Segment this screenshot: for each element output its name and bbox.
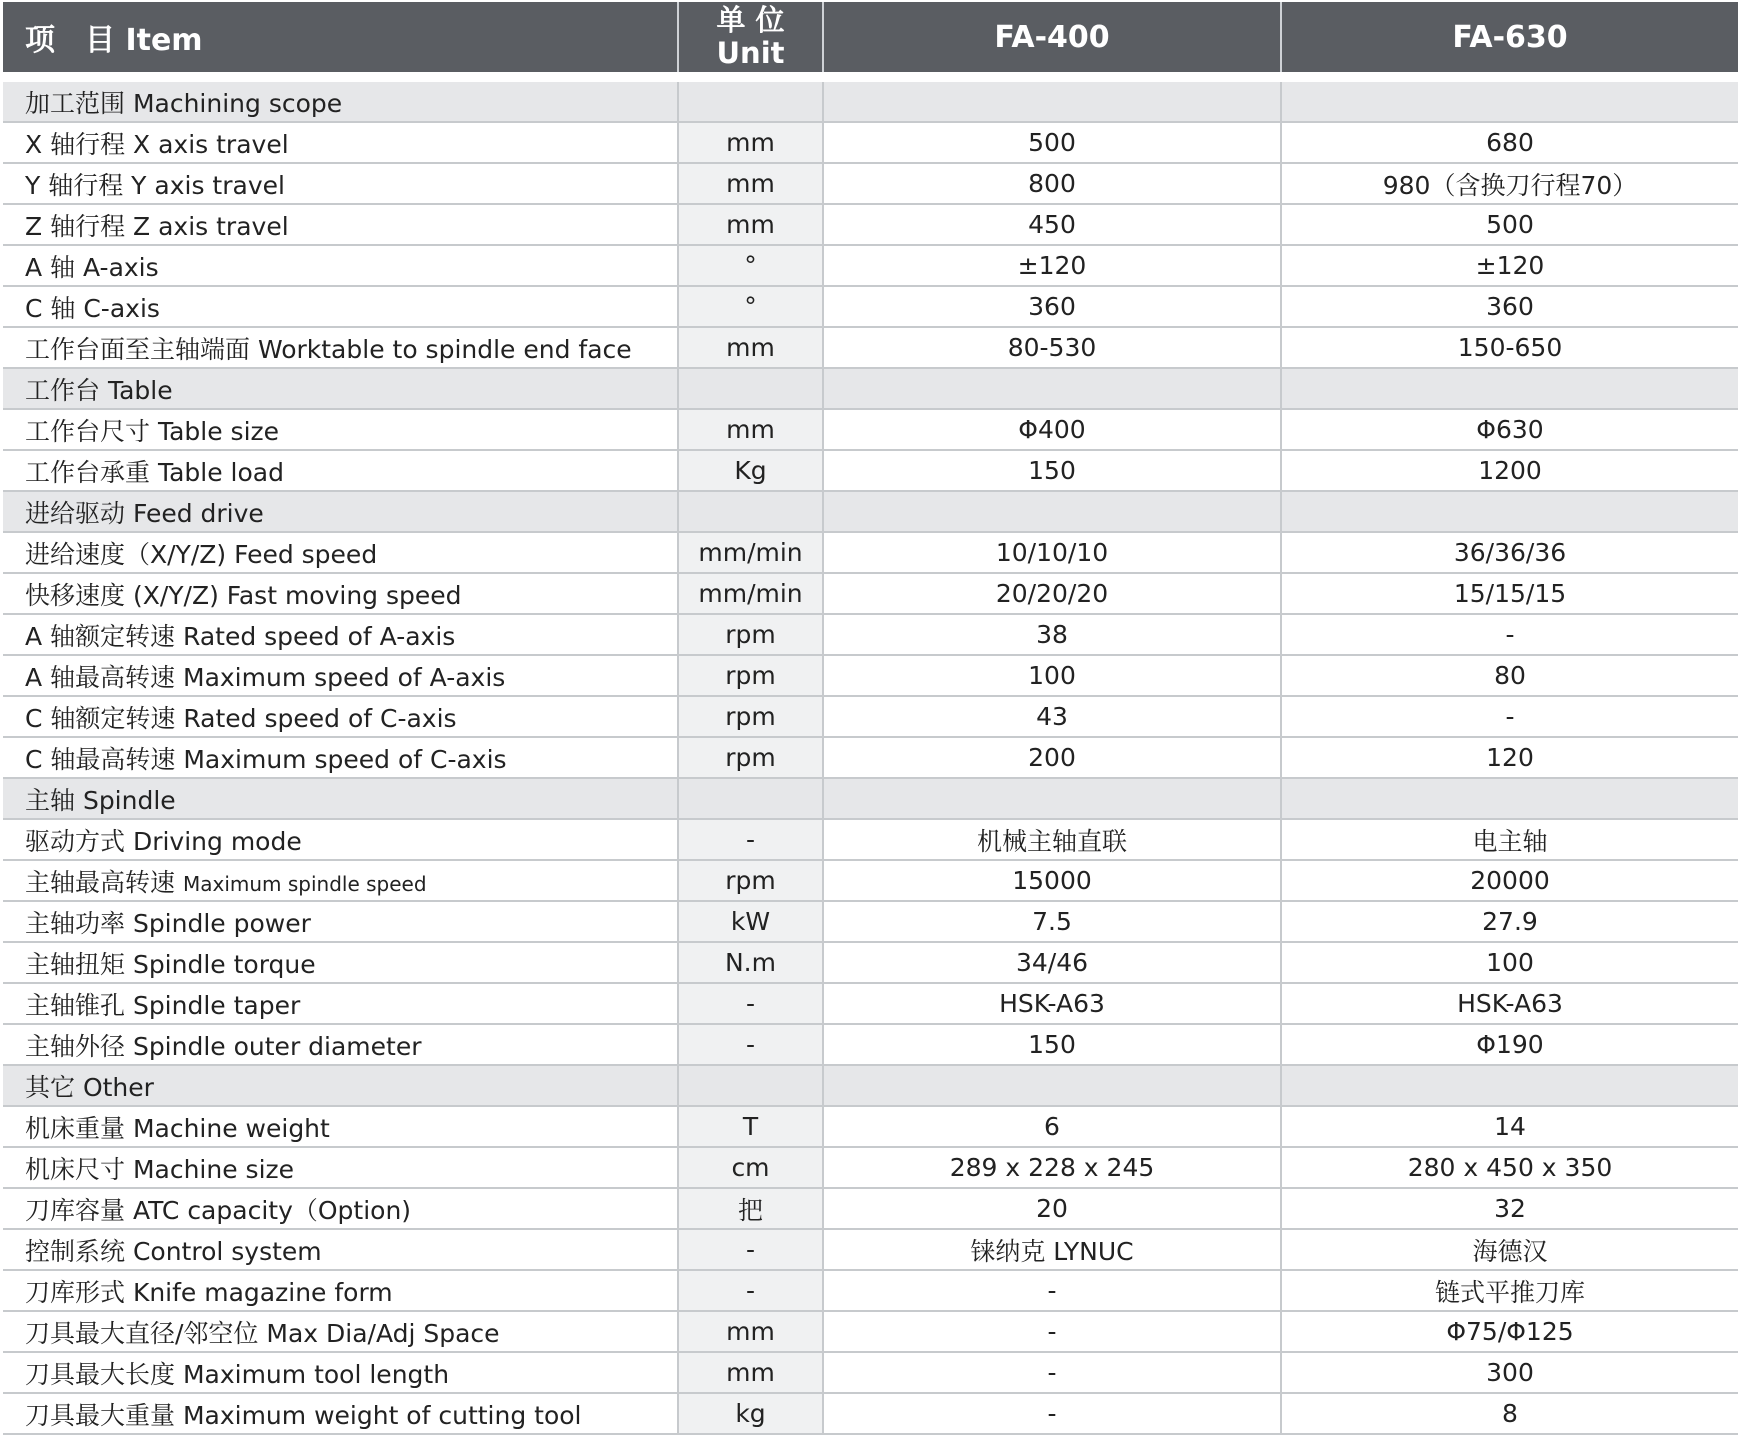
- fa630-value-cell: 120: [1281, 737, 1738, 778]
- table-row: [3, 409, 1738, 450]
- fa630-value-cell: 980（含换刀行程70）: [1281, 163, 1738, 204]
- item-cell: 刀库形式 Knife magazine form: [3, 1270, 678, 1311]
- unit-cell: -: [678, 1270, 823, 1311]
- fa400-value-cell: 100: [823, 655, 1281, 696]
- fa630-value-cell: 15/15/15: [1281, 573, 1738, 614]
- section-fa400-cell: [823, 1065, 1281, 1106]
- section-unit-cell: [678, 778, 823, 819]
- unit-cell: mm: [678, 122, 823, 163]
- item-cell: A 轴最高转速 Maximum speed of A-axis: [3, 655, 678, 696]
- unit-cell: rpm: [678, 737, 823, 778]
- fa400-value-cell: 150: [823, 450, 1281, 491]
- unit-cell: °: [678, 286, 823, 327]
- section-row: [3, 77, 1738, 122]
- unit-header-cn: 单 位: [716, 3, 785, 37]
- table-row: [3, 122, 1738, 163]
- table-row: [3, 327, 1738, 368]
- table-row: [3, 1147, 1738, 1188]
- unit-cell: kg: [678, 1393, 823, 1434]
- fa400-value-cell: -: [823, 1393, 1281, 1434]
- item-cell: 主轴扭矩 Spindle torque: [3, 942, 678, 983]
- fa400-value-cell: 450: [823, 204, 1281, 245]
- item-cell: C 轴最高转速 Maximum speed of C-axis: [3, 737, 678, 778]
- unit-cell: 把: [678, 1188, 823, 1229]
- fa400-value-cell: 360: [823, 286, 1281, 327]
- table-row: [3, 1024, 1738, 1065]
- fa630-value-cell: 14: [1281, 1106, 1738, 1147]
- table-row: [3, 1311, 1738, 1352]
- fa630-value-cell: 360: [1281, 286, 1738, 327]
- fa400-value-cell: 500: [823, 122, 1281, 163]
- fa400-value-cell: Φ400: [823, 409, 1281, 450]
- unit-column-header: [678, 2, 823, 77]
- header-row: [3, 2, 1738, 77]
- unit-cell: T: [678, 1106, 823, 1147]
- unit-cell: -: [678, 1024, 823, 1065]
- fa630-value-cell: 150-650: [1281, 327, 1738, 368]
- unit-cell: rpm: [678, 860, 823, 901]
- unit-cell: °: [678, 245, 823, 286]
- table-row: [3, 942, 1738, 983]
- item-label-cn: 主轴最高转速: [25, 867, 176, 897]
- fa630-value-cell: Φ75/Φ125: [1281, 1311, 1738, 1352]
- item-cell: [3, 860, 678, 901]
- unit-cell: rpm: [678, 696, 823, 737]
- item-cell: A 轴额定转速 Rated speed of A-axis: [3, 614, 678, 655]
- table-row: [3, 1270, 1738, 1311]
- fa400-value-cell: 铼纳克 LYNUC: [823, 1229, 1281, 1270]
- table-row: [3, 737, 1738, 778]
- fa400-value-cell: 43: [823, 696, 1281, 737]
- table-row: [3, 573, 1738, 614]
- item-cell: 刀具最大直径/邻空位 Max Dia/Adj Space: [3, 1311, 678, 1352]
- fa400-value-cell: 80-530: [823, 327, 1281, 368]
- model-fa400-header: FA-400: [823, 2, 1281, 77]
- section-unit-cell: [678, 77, 823, 122]
- fa630-value-cell: 80: [1281, 655, 1738, 696]
- unit-cell: mm: [678, 327, 823, 368]
- section-fa630-cell: [1281, 491, 1738, 532]
- section-row: [3, 1065, 1738, 1106]
- section-fa630-cell: [1281, 368, 1738, 409]
- item-cell: 机床重量 Machine weight: [3, 1106, 678, 1147]
- table-header: [3, 2, 1738, 77]
- table-row: [3, 860, 1738, 901]
- section-row: [3, 778, 1738, 819]
- fa630-value-cell: 100: [1281, 942, 1738, 983]
- unit-cell: mm: [678, 1311, 823, 1352]
- item-cell: C 轴 C-axis: [3, 286, 678, 327]
- unit-cell: mm: [678, 409, 823, 450]
- unit-cell: -: [678, 1229, 823, 1270]
- fa630-value-cell: 链式平推刀库: [1281, 1270, 1738, 1311]
- unit-cell: N.m: [678, 942, 823, 983]
- fa630-value-cell: -: [1281, 614, 1738, 655]
- item-cell: X 轴行程 X axis travel: [3, 122, 678, 163]
- item-cell: 进给速度（X/Y/Z) Feed speed: [3, 532, 678, 573]
- fa630-value-cell: 680: [1281, 122, 1738, 163]
- item-cell: A 轴 A-axis: [3, 245, 678, 286]
- fa400-value-cell: 289 x 228 x 245: [823, 1147, 1281, 1188]
- fa630-value-cell: 500: [1281, 204, 1738, 245]
- fa400-value-cell: HSK-A63: [823, 983, 1281, 1024]
- item-cell: 机床尺寸 Machine size: [3, 1147, 678, 1188]
- section-fa630-cell: [1281, 1065, 1738, 1106]
- unit-cell: rpm: [678, 614, 823, 655]
- fa400-value-cell: 20/20/20: [823, 573, 1281, 614]
- item-label-en: Maximum spindle speed: [182, 871, 427, 896]
- unit-cell: rpm: [678, 655, 823, 696]
- section-title: 加工范围 Machining scope: [3, 77, 678, 122]
- fa400-value-cell: ±120: [823, 245, 1281, 286]
- item-cell: 刀库容量 ATC capacity（Option): [3, 1188, 678, 1229]
- fa630-value-cell: 27.9: [1281, 901, 1738, 942]
- table-row: [3, 696, 1738, 737]
- section-fa400-cell: [823, 368, 1281, 409]
- section-fa400-cell: [823, 77, 1281, 122]
- table-row: [3, 1352, 1738, 1393]
- unit-cell: cm: [678, 1147, 823, 1188]
- fa400-value-cell: 10/10/10: [823, 532, 1281, 573]
- fa400-value-cell: 34/46: [823, 942, 1281, 983]
- table-row: [3, 1188, 1738, 1229]
- fa630-value-cell: 36/36/36: [1281, 532, 1738, 573]
- table-row: [3, 901, 1738, 942]
- unit-header-en: Unit: [716, 36, 785, 70]
- fa400-value-cell: 200: [823, 737, 1281, 778]
- section-row: [3, 368, 1738, 409]
- section-row: [3, 491, 1738, 532]
- fa400-value-cell: -: [823, 1270, 1281, 1311]
- table-row: [3, 655, 1738, 696]
- unit-cell: Kg: [678, 450, 823, 491]
- item-cell: 主轴外径 Spindle outer diameter: [3, 1024, 678, 1065]
- unit-cell: kW: [678, 901, 823, 942]
- table-row: [3, 1229, 1738, 1270]
- fa630-value-cell: 32: [1281, 1188, 1738, 1229]
- model-fa630-header: FA-630: [1281, 2, 1738, 77]
- item-cell: 刀具最大重量 Maximum weight of cutting tool: [3, 1393, 678, 1434]
- unit-cell: mm: [678, 163, 823, 204]
- table-row: [3, 819, 1738, 860]
- specification-table: [3, 2, 1738, 1435]
- section-unit-cell: [678, 491, 823, 532]
- fa400-value-cell: 15000: [823, 860, 1281, 901]
- unit-cell: -: [678, 819, 823, 860]
- table-row: [3, 245, 1738, 286]
- section-title: 主轴 Spindle: [3, 778, 678, 819]
- fa400-value-cell: -: [823, 1352, 1281, 1393]
- fa400-value-cell: -: [823, 1311, 1281, 1352]
- item-column-header: 项 目 Item: [3, 2, 678, 77]
- unit-cell: mm/min: [678, 573, 823, 614]
- fa400-value-cell: 6: [823, 1106, 1281, 1147]
- item-cell: 快移速度 (X/Y/Z) Fast moving speed: [3, 573, 678, 614]
- item-cell: 刀具最大长度 Maximum tool length: [3, 1352, 678, 1393]
- table-body: [3, 77, 1738, 1434]
- table-row: [3, 532, 1738, 573]
- fa400-value-cell: 7.5: [823, 901, 1281, 942]
- table-row: [3, 1393, 1738, 1434]
- item-cell: 工作台承重 Table load: [3, 450, 678, 491]
- item-cell: 控制系统 Control system: [3, 1229, 678, 1270]
- fa630-value-cell: HSK-A63: [1281, 983, 1738, 1024]
- fa400-value-cell: 800: [823, 163, 1281, 204]
- fa630-value-cell: -: [1281, 696, 1738, 737]
- fa630-value-cell: 8: [1281, 1393, 1738, 1434]
- section-unit-cell: [678, 368, 823, 409]
- unit-cell: mm: [678, 1352, 823, 1393]
- fa630-value-cell: 1200: [1281, 450, 1738, 491]
- section-fa400-cell: [823, 491, 1281, 532]
- section-fa630-cell: [1281, 778, 1738, 819]
- item-cell: Z 轴行程 Z axis travel: [3, 204, 678, 245]
- fa630-value-cell: 20000: [1281, 860, 1738, 901]
- fa630-value-cell: 海德汉: [1281, 1229, 1738, 1270]
- fa630-value-cell: 280 x 450 x 350: [1281, 1147, 1738, 1188]
- fa630-value-cell: Φ630: [1281, 409, 1738, 450]
- item-cell: Y 轴行程 Y axis travel: [3, 163, 678, 204]
- fa630-value-cell: Φ190: [1281, 1024, 1738, 1065]
- section-title: 进给驱动 Feed drive: [3, 491, 678, 532]
- section-fa630-cell: [1281, 77, 1738, 122]
- item-cell: 主轴功率 Spindle power: [3, 901, 678, 942]
- section-fa400-cell: [823, 778, 1281, 819]
- table-row: [3, 163, 1738, 204]
- table-row: [3, 204, 1738, 245]
- item-cell: 主轴锥孔 Spindle taper: [3, 983, 678, 1024]
- fa400-value-cell: 150: [823, 1024, 1281, 1065]
- fa630-value-cell: 300: [1281, 1352, 1738, 1393]
- fa630-value-cell: 电主轴: [1281, 819, 1738, 860]
- table-row: [3, 1106, 1738, 1147]
- item-cell: 工作台面至主轴端面 Worktable to spindle end face: [3, 327, 678, 368]
- item-cell: C 轴额定转速 Rated speed of C-axis: [3, 696, 678, 737]
- table-row: [3, 983, 1738, 1024]
- table-row: [3, 286, 1738, 327]
- table-row: [3, 450, 1738, 491]
- fa400-value-cell: 20: [823, 1188, 1281, 1229]
- item-cell: 工作台尺寸 Table size: [3, 409, 678, 450]
- fa400-value-cell: 机械主轴直联: [823, 819, 1281, 860]
- fa630-value-cell: ±120: [1281, 245, 1738, 286]
- section-title: 工作台 Table: [3, 368, 678, 409]
- item-cell: 驱动方式 Driving mode: [3, 819, 678, 860]
- unit-cell: -: [678, 983, 823, 1024]
- section-unit-cell: [678, 1065, 823, 1106]
- unit-cell: mm: [678, 204, 823, 245]
- section-title: 其它 Other: [3, 1065, 678, 1106]
- table-row: [3, 614, 1738, 655]
- unit-cell: mm/min: [678, 532, 823, 573]
- fa400-value-cell: 38: [823, 614, 1281, 655]
